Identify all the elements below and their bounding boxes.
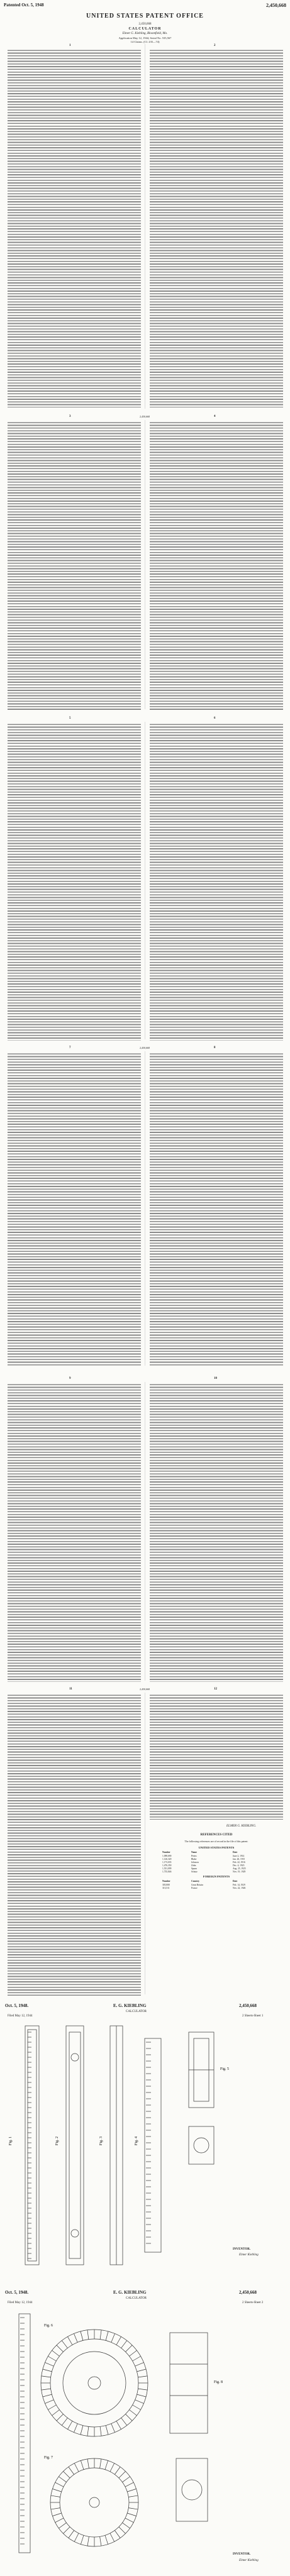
- dial-tick: [52, 2350, 60, 2356]
- reference-cell: June 2, 1914: [233, 1855, 245, 1857]
- sheet2-sheets: 2 Sheets-Sheet 2: [242, 2301, 264, 2304]
- fig-label: Fig. 8: [214, 2380, 223, 2384]
- text-column: [150, 1053, 283, 1367]
- dial-tick: [43, 2369, 52, 2372]
- dial-tick: [62, 2418, 67, 2426]
- reference-row: [162, 1867, 270, 1870]
- sheet2-subtitle: CALCULATOR: [126, 2297, 147, 2300]
- dial-tick: [81, 2426, 83, 2435]
- dial-tick: [48, 2405, 56, 2410]
- text-column: [8, 49, 141, 407]
- sheet1-subtitle: CALCULATOR: [126, 2010, 147, 2013]
- sheet2-inventor-label: INVENTOR.: [233, 2553, 251, 2556]
- dial-tick: [125, 2345, 132, 2352]
- reference-cell: Jan. 26, 1915: [233, 1858, 245, 1860]
- patent-page-2: [0, 1044, 290, 1685]
- dial-tick: [121, 2341, 127, 2348]
- dial-tick: [74, 2333, 77, 2342]
- sheet2-number: 2,450,668: [239, 2290, 257, 2295]
- reference-row: [162, 1864, 270, 1867]
- dial-tick: [51, 2508, 60, 2509]
- dial-tick: [52, 2410, 60, 2416]
- dial-tick: [110, 2463, 114, 2472]
- column-number: 4: [214, 415, 216, 418]
- us-patents-title: UNITED STATES PATENTS: [198, 1846, 235, 1849]
- dial-tick: [119, 2472, 126, 2479]
- sheet1-inventor-label: INVENTOR.: [233, 2248, 251, 2251]
- reference-row: [162, 1887, 270, 1889]
- reference-row: [162, 1884, 270, 1886]
- column-number: 1: [69, 44, 71, 47]
- dial-tick: [130, 2350, 137, 2356]
- reference-cell: 1,476,350: [162, 1864, 172, 1867]
- dial-tick: [111, 2333, 115, 2342]
- dial-tick: [74, 2463, 79, 2472]
- reference-cell: Blake: [191, 1858, 197, 1860]
- text-column: [150, 49, 283, 407]
- dial-tick: [81, 2460, 84, 2469]
- scale-ticks: [146, 2042, 151, 2243]
- dial-tick: [45, 2362, 53, 2366]
- dial-tick: [100, 2330, 101, 2340]
- patent-page-3: [0, 1685, 290, 1999]
- fig-label: Fig. 6: [44, 2324, 53, 2328]
- detail-figure: [176, 2458, 208, 2521]
- dial-tick: [55, 2518, 64, 2523]
- dial-tick: [111, 2424, 115, 2433]
- dial-tick: [52, 2489, 61, 2492]
- text-column: [150, 1383, 283, 1682]
- patent-number-small: 2,450,668: [138, 23, 152, 26]
- dial-tick: [110, 2533, 114, 2541]
- dial-tick: [138, 2389, 147, 2390]
- dial-tick: [114, 2467, 120, 2474]
- reference-cell: Peters: [191, 1855, 197, 1857]
- dial-tick: [130, 2410, 137, 2416]
- dial-tick: [114, 2530, 120, 2538]
- page-mid-number: 2,450,668: [140, 1688, 150, 1691]
- sheet1-inventor: E. G. KIEBLING: [113, 2003, 147, 2008]
- detail-figure: [170, 2333, 208, 2433]
- dial-tick: [127, 2489, 136, 2492]
- column-number: 6: [214, 717, 216, 720]
- dial-tick: [135, 2400, 144, 2404]
- claims-line: 14 Claims. (Cl. 235—74): [130, 40, 160, 43]
- application-line: Application May 12, 1944, Serial No. 535,567: [118, 36, 172, 40]
- dial-ticks: [41, 2330, 148, 2436]
- dial-tick: [59, 2477, 66, 2482]
- inventor-signature-line: ELMER G. KIEBLING.: [226, 1825, 257, 1828]
- fig-label: Fig. 2: [55, 2136, 59, 2145]
- detail-figure: [189, 2126, 214, 2164]
- reference-cell: Great Britain: [191, 1884, 203, 1886]
- dial-tick: [55, 2482, 64, 2487]
- dial-tick: [100, 2536, 101, 2546]
- calculator-edge-figure: [19, 2314, 30, 2553]
- sheet1-drawing: [6, 2020, 283, 2277]
- dial-tick: [125, 2414, 132, 2421]
- reference-cell: Spaan: [191, 1867, 197, 1870]
- dial-tick: [74, 2424, 77, 2433]
- sheet2-drawing: [6, 2308, 283, 2572]
- reference-cell: Feb. 14, 1929: [233, 1884, 245, 1886]
- dial-tick: [74, 2533, 79, 2541]
- dial-tick: [81, 2331, 83, 2340]
- dial-tick: [48, 2357, 56, 2362]
- foreign-patents-title: FOREIGN PATENTS: [203, 1875, 230, 1878]
- references-title: REFERENCES CITED: [200, 1833, 233, 1837]
- office-title: UNITED STATES PATENT OFFICE: [86, 13, 204, 19]
- dial-tick: [51, 2496, 60, 2497]
- dial-tick: [64, 2527, 70, 2534]
- fig-label: Fig. 3: [99, 2136, 103, 2145]
- dial-tick: [135, 2362, 144, 2366]
- text-column: [8, 421, 141, 710]
- dial-tick: [52, 2513, 61, 2516]
- dial-tick: [68, 2421, 73, 2430]
- fig-label: Fig. 7: [44, 2456, 53, 2460]
- dial-tick: [100, 2459, 101, 2468]
- dial-tick: [57, 2414, 64, 2421]
- column-number: 10: [214, 1377, 217, 1380]
- fig-label: Fig. 5: [220, 2067, 230, 2071]
- references-intro: The following references are of record in the file of this patent:: [184, 1840, 248, 1843]
- dial-tick: [127, 2513, 136, 2516]
- dial-tick: [45, 2400, 53, 2404]
- dial-tick: [128, 2508, 138, 2509]
- reference-cell: 305,808: [162, 1884, 170, 1886]
- reference-cell: Nov. 19, 1929: [233, 1871, 246, 1873]
- text-column: [8, 1053, 141, 1367]
- sheet1-date: Oct. 5, 1948.: [5, 2003, 29, 2008]
- reference-cell: Nov. 22, 1926: [233, 1887, 246, 1889]
- reference-cell: 1,173,035: [162, 1861, 172, 1864]
- text-column: [150, 1694, 283, 1820]
- page-header: [4, 3, 286, 9]
- dial-tick: [100, 2426, 101, 2436]
- dial-tick: [87, 2536, 89, 2546]
- dial-tick: [42, 2389, 51, 2390]
- reference-cell: Johnson: [191, 1861, 199, 1864]
- column-number: 8: [214, 1046, 216, 1049]
- dial-tick: [81, 2535, 84, 2544]
- dial-tick: [122, 2477, 130, 2482]
- text-column: [8, 1383, 141, 1682]
- reference-cell: France: [191, 1887, 198, 1889]
- reference-cell: 1,098,690: [162, 1855, 172, 1857]
- dial-tick: [43, 2394, 52, 2397]
- dial-tick: [87, 2426, 89, 2436]
- column-number: 7: [69, 1046, 71, 1049]
- dial-tick: [125, 2518, 133, 2523]
- dial-tick: [42, 2376, 51, 2377]
- reference-cell: 313,511: [162, 1887, 170, 1889]
- dial-tick: [106, 2331, 108, 2340]
- sheet2-signature: Elmer Kiebling: [239, 2559, 259, 2562]
- dial-tick: [68, 2336, 73, 2345]
- fig-label: Fig. 1: [9, 2136, 13, 2145]
- reference-cell: Zahn: [191, 1864, 196, 1867]
- reference-cell: Aug. 25, 1925: [233, 1867, 246, 1870]
- dial-tick: [138, 2376, 147, 2377]
- dial-tick: [122, 2523, 130, 2528]
- patent-date: Patented Oct. 5, 1948: [4, 3, 44, 8]
- text-column: [8, 723, 141, 1041]
- page-mid-number: 2,450,668: [140, 415, 150, 418]
- calculator-slide-figure: [145, 2038, 161, 2252]
- fig-label: Fig. 4: [135, 2136, 138, 2145]
- dial-tick: [137, 2369, 146, 2372]
- column-number: 12: [214, 1688, 217, 1691]
- inventor-line: Elmer G. Kiebling, Bloomfield, Mo.: [122, 32, 168, 35]
- dial-tick: [116, 2421, 121, 2430]
- text-column: [150, 723, 283, 1041]
- dial-tick: [137, 2394, 146, 2397]
- dial-tick: [69, 2467, 74, 2474]
- patent-page-1: [0, 0, 290, 1044]
- dial-tick: [121, 2418, 127, 2426]
- sheet2-inventor: E. G. KIEBLING: [113, 2290, 147, 2295]
- column-number: 2: [214, 44, 216, 47]
- sheet1-sheets: 2 Sheets-Sheet 1: [242, 2015, 264, 2018]
- reference-row: [162, 1858, 270, 1860]
- column-number: 9: [69, 1377, 71, 1380]
- dial-ticks: [50, 2458, 138, 2546]
- dial-tick: [128, 2496, 138, 2497]
- text-column: [8, 1694, 141, 1996]
- scale-ticks: [28, 2032, 31, 2258]
- foreign-patents-header: Number Country Date: [162, 1880, 238, 1882]
- dial-tick: [116, 2336, 121, 2345]
- reference-row: [162, 1855, 270, 1857]
- column-number: 5: [69, 717, 71, 720]
- sheet1-signature: Elmer Kiebling: [239, 2253, 259, 2257]
- calculator-side-figure: [66, 2026, 84, 2265]
- reference-row: [162, 1871, 270, 1873]
- dial-tick: [133, 2405, 141, 2410]
- patent-title: CALCULATOR: [128, 27, 162, 31]
- scale-ticks: [20, 2318, 25, 2544]
- drawing-sheets: [0, 1999, 290, 2576]
- reference-row: [162, 1861, 270, 1864]
- dial-tick: [59, 2523, 66, 2528]
- reference-cell: 1,126,320: [162, 1858, 172, 1860]
- us-patents-header: Number Name Date: [162, 1851, 238, 1854]
- sheet2-filed: Filed May 12, 1944: [8, 2301, 33, 2304]
- reference-cell: Dec. 4, 1923: [233, 1864, 245, 1867]
- dial-tick: [87, 2459, 89, 2468]
- dial-tick: [133, 2357, 141, 2362]
- sheet1-filed: Filed May 12, 1944: [8, 2015, 33, 2018]
- page-mid-number: 2,450,668: [140, 1046, 150, 1049]
- dial-tick: [119, 2527, 126, 2534]
- dial-tick: [69, 2530, 74, 2538]
- dial-tick: [105, 2535, 108, 2544]
- dial-tick: [87, 2330, 89, 2340]
- dial-tick: [105, 2460, 108, 2469]
- column-number: 3: [69, 415, 71, 418]
- dial-tick: [106, 2426, 108, 2435]
- dial-tick: [125, 2482, 133, 2487]
- patent-number: 2,450,668: [266, 3, 286, 8]
- dial-tick: [62, 2341, 67, 2348]
- sheet1-number: 2,450,668: [239, 2003, 257, 2008]
- dial-tick: [64, 2472, 70, 2479]
- column-number: 11: [69, 1688, 72, 1691]
- calculator-body-figure: [25, 2026, 39, 2265]
- reference-cell: 1,735,846: [162, 1871, 172, 1873]
- reference-cell: 1,551,099: [162, 1867, 172, 1870]
- reference-cell: Feb. 22, 1916: [233, 1861, 245, 1864]
- dial-tick: [57, 2345, 64, 2352]
- reference-cell: Schutz: [191, 1871, 198, 1873]
- sheet2-date: Oct. 5, 1948.: [5, 2290, 29, 2295]
- text-column: [150, 421, 283, 710]
